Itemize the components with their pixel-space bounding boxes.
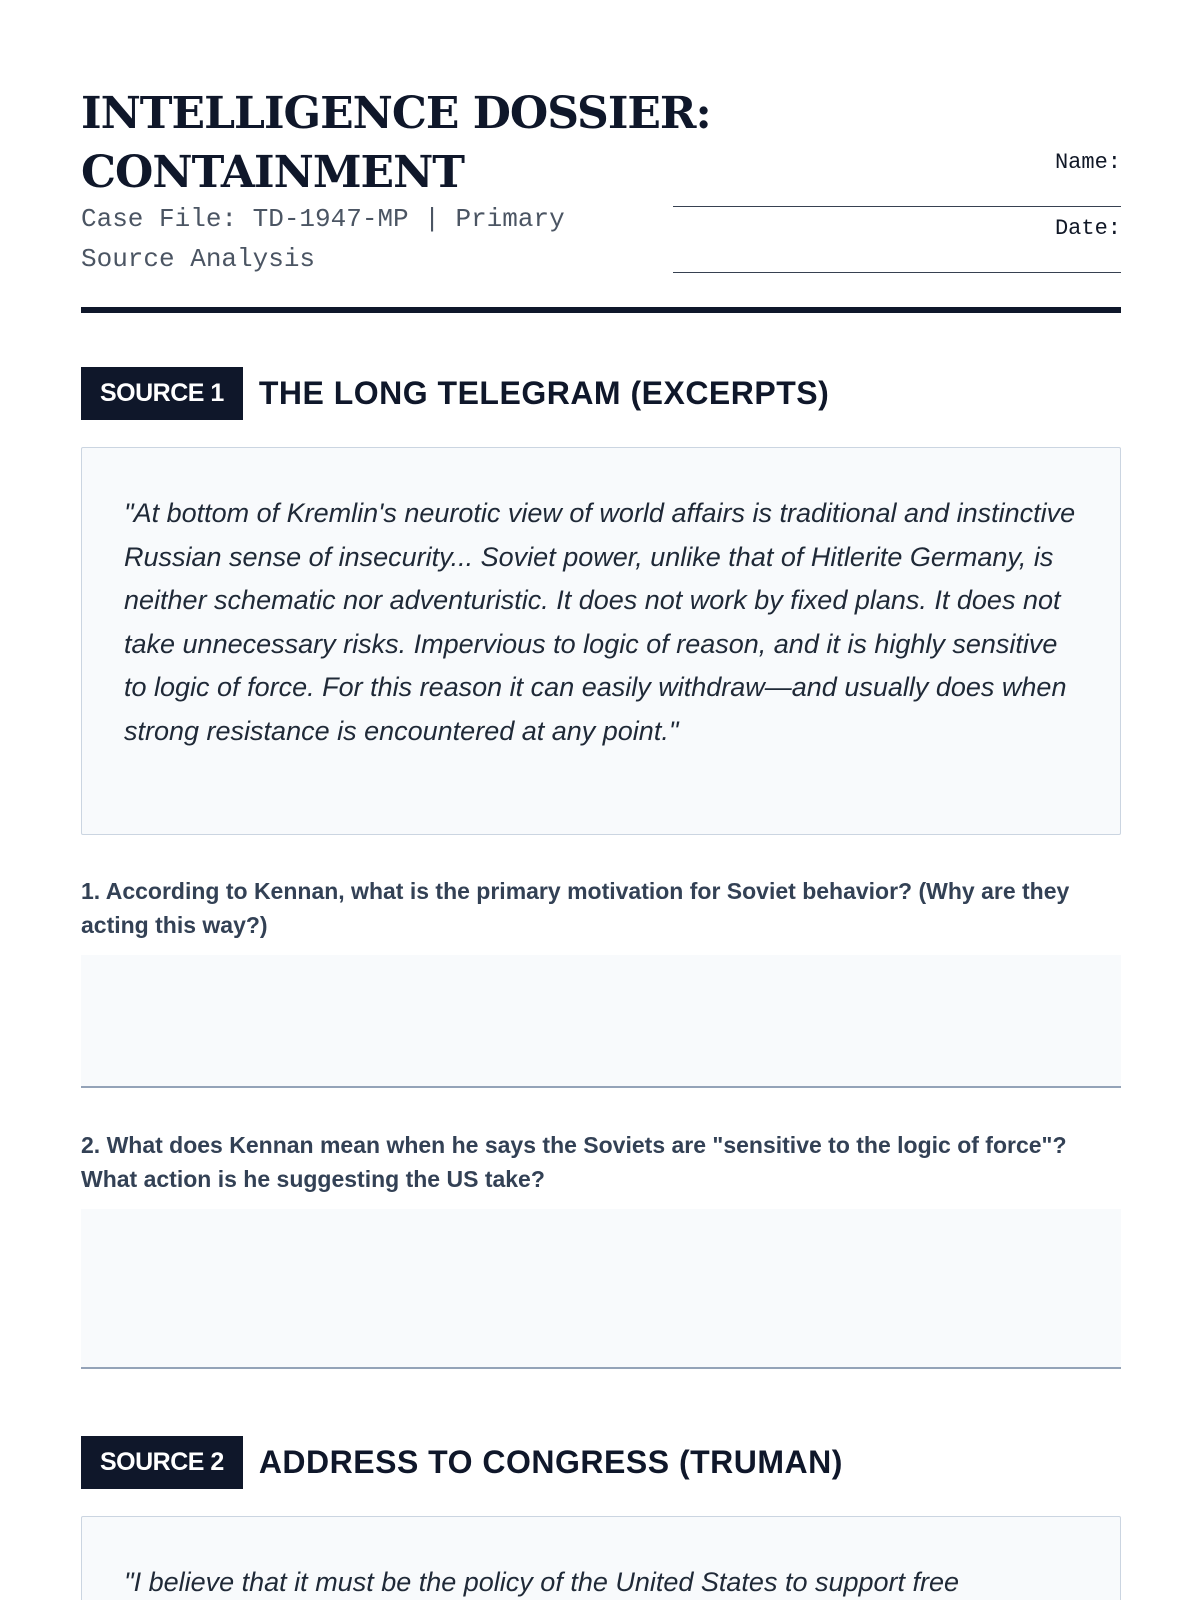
source-1-quote: "At bottom of Kremlin's neurotic view of world affairs is traditional and instinctive Russian sense of insecurity... Soviet power, unlike that of Hitlerite Germany, is neither schematic nor adventuristic. It does not work by fixed plans. It does not take unnecessary risks. Impervious to logic of reason, and it is highly sensitive to logic of force. For this reason it can easily withdraw—and usually does when strong resistance is encountered at any point." <box>81 447 1121 835</box>
source-2-quote: "I believe that it must be the policy of the United States to support free <box>81 1516 1121 1600</box>
date-line[interactable] <box>673 272 1121 273</box>
question-2: 2. What does Kennan mean when he says the Soviets are "sensitive to the logic of force"? What action is he suggesting the US take? <box>81 1132 1067 1192</box>
source-2-heading <box>81 1436 843 1489</box>
source-1-title: THE LONG TELEGRAM (EXCERPTS) <box>258 375 830 411</box>
name-label: Name: <box>1054 150 1121 175</box>
date-field[interactable] <box>673 211 1121 277</box>
question-1: 1. According to Kennan, what is the primary motivation for Soviet behavior? (Why are they acting this way?) <box>81 878 1070 938</box>
page-title: INTELLIGENCE DOSSIER: CONTAINMENT <box>81 88 711 198</box>
answer-1-field[interactable] <box>81 955 1121 1088</box>
name-line[interactable] <box>673 206 1121 207</box>
case-file-line: Case File: TD-1947-MP | Primary Source Analysis <box>81 204 565 274</box>
dossier-header <box>81 0 1121 314</box>
header-divider <box>81 307 1121 313</box>
answer-2-field[interactable] <box>81 1209 1121 1369</box>
source-2-badge: SOURCE 2 <box>81 1436 243 1489</box>
source-1-heading <box>81 367 829 420</box>
student-info-fields <box>673 145 1121 277</box>
date-label: Date: <box>1054 216 1121 241</box>
worksheet-page <box>81 0 1121 1597</box>
source-2-title: ADDRESS TO CONGRESS (TRUMAN) <box>258 1444 843 1480</box>
name-field[interactable] <box>673 145 1121 211</box>
source-1-badge: SOURCE 1 <box>81 367 243 420</box>
